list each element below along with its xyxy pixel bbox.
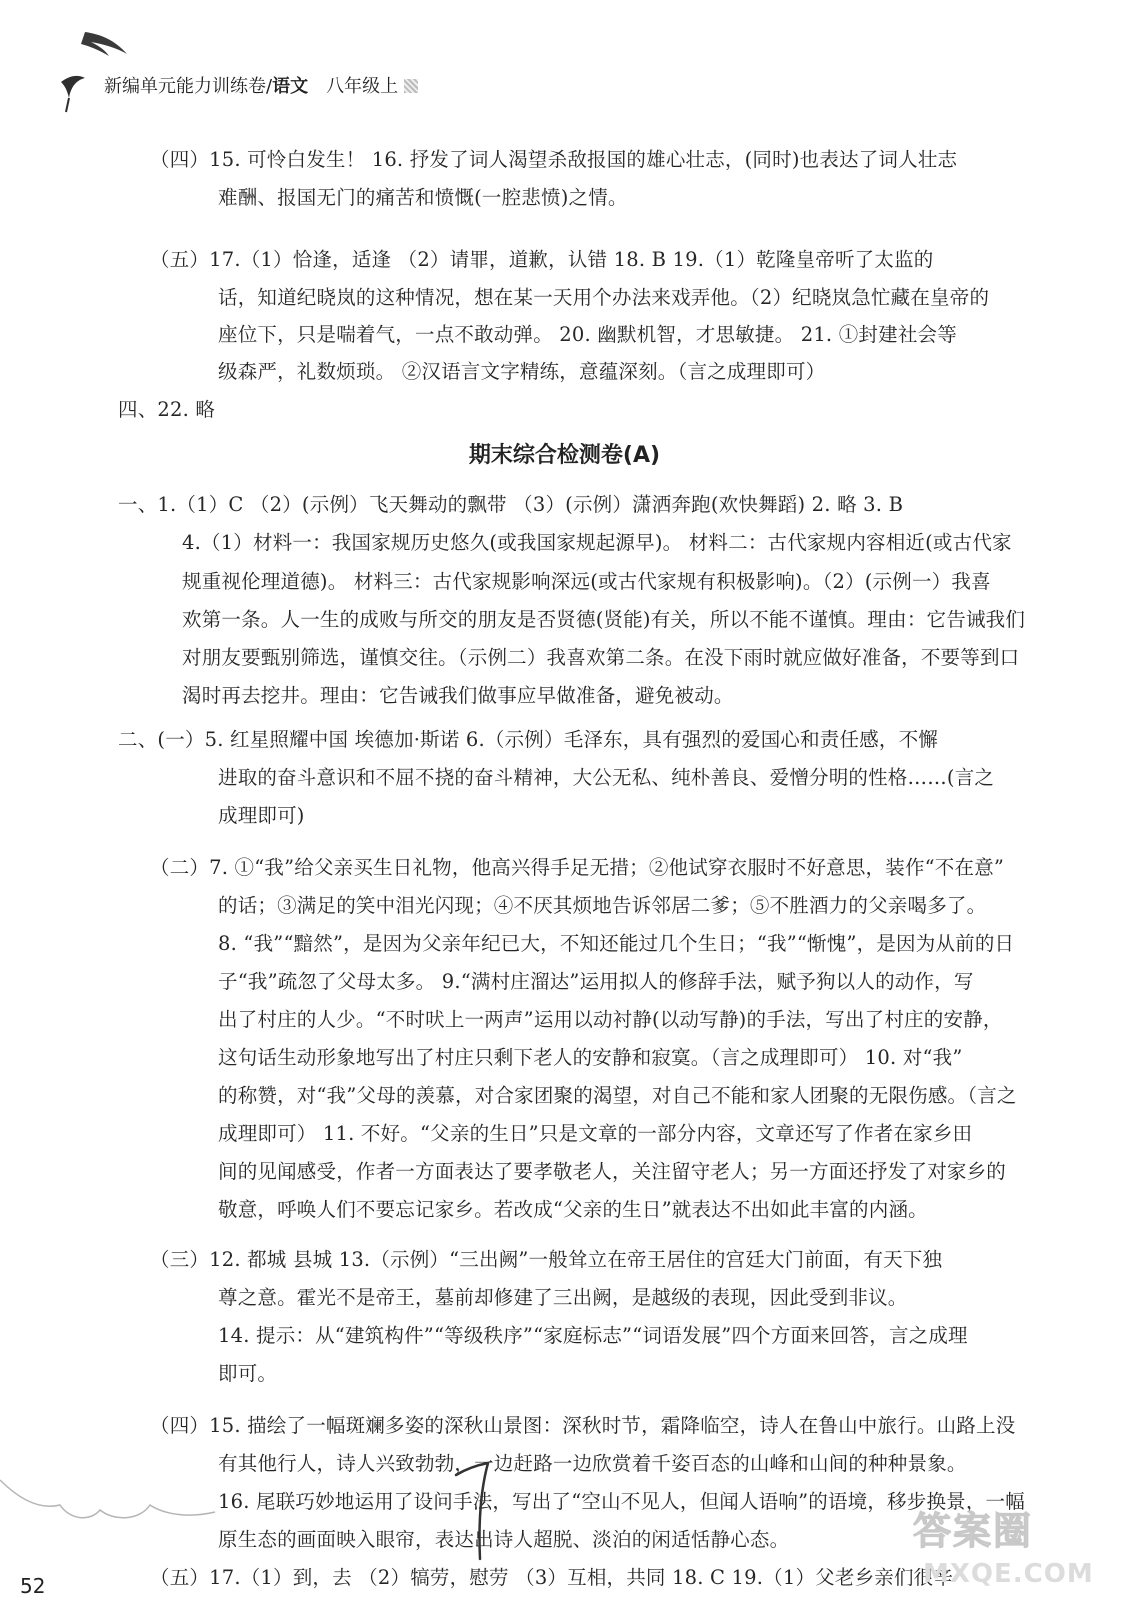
answer-line: 间的见闻感受，作者一方面表达了要孝敬老人，关注留守老人；另一方面还抒发了对家乡的 (218, 1160, 1007, 1183)
answer-line: 级森严，礼数烦琐。 ②汉语言文字精练，意蕴深刻。（言之成理即可） (218, 360, 826, 383)
svg-text:答案圈: 答案圈 (913, 1509, 1034, 1553)
answer-line: 成理即可) (218, 804, 305, 827)
answer-line: 即可。 (218, 1362, 278, 1385)
answer-line: 尊之意。霍光不是帝王，墓前却修建了三出阙，是越级的表现，因此受到非议。 (218, 1286, 908, 1309)
header-subject: 语文 (272, 76, 309, 97)
header-series: 新编单元能力训练卷/ (104, 76, 273, 97)
watermark-logo-icon (905, 1500, 1115, 1595)
answer-line: 二、(一）5. 红星照耀中国 埃德加·斯诺 6.（示例）毛泽东，具有强烈的爱国心和责任感，不懈 (118, 728, 939, 751)
answer-line: 的称赞，对“我”父母的羡慕，对合家团聚的渴望，对自己不能和家人团聚的无限伤感。（言之 (218, 1084, 1017, 1107)
header-mark-icon (404, 79, 418, 93)
answer-line: 有其他行人，诗人兴致勃勃，一边赶路一边欣赏着千姿百态的山峰和山间的种种景象。 (218, 1452, 967, 1475)
answer-line: 16. 尾联巧妙地运用了设问手法，写出了“空山不见人，但闻人语响”的语境，移步换景，一幅 (218, 1490, 1025, 1513)
answer-line: 敬意，呼唤人们不要忘记家乡。若改成“父亲的生日”就表达不出如此丰富的内涵。 (218, 1198, 928, 1221)
answer-line: 对朋友要甄别筛选，谨慎交往。（示例二）我喜欢第二条。在没下雨时就应做好准备，不要等到口 (182, 646, 1020, 669)
answer-line: 这句话生动形象地写出了村庄只剩下老人的安静和寂寞。（言之成理即可） 10. 对“我” (218, 1046, 963, 1069)
answer-line: 规重视伦理道德)。 材料三：古代家规影响深远(或古代家规有积极影响)。（2）(示例一）我喜 (182, 570, 991, 593)
book-header (104, 72, 418, 98)
answer-line: 话，知道纪晓岚的这种情况，想在某一天用个办法来戏弄他。（2）纪晓岚急忙藏在皇帝的 (218, 286, 990, 309)
answer-line: 14. 提示：从“建筑构件”“等级秩序”“家庭标志”“词语发展”四个方面来回答，言之成理 (218, 1324, 968, 1347)
answer-line: 难酬、报国无门的痛苦和愤慨(一腔悲愤)之情。 (218, 186, 628, 209)
answer-line: 座位下，只是喘着气，一点不敢动弹。 20. 幽默机智，才思敏捷。 21. ①封建社会等 (218, 323, 957, 346)
answer-line: （五）17.（1）恰逢，适逢 （2）请罪，道歉，认错 18. B 19.（1）乾隆皇帝听了太监的 (150, 248, 934, 271)
answer-line: （五）17.（1）到，去 （2）犒劳，慰劳 （3）互相，共同 18. C 19.（1）父老乡亲们很辛 (150, 1566, 954, 1589)
answer-line: 的话；③满足的笑中泪光闪现；④不厌其烦地告诉邻居二爹；⑤不胜酒力的父亲喝多了。 (218, 894, 987, 917)
answer-line: 8. “我”“黯然”，是因为父亲年纪已大，不知还能过几个生日；“我”“惭愧”，是因为从前的日 (218, 932, 1015, 955)
answer-line: 成理即可） 11. 不好。“父亲的生日”只是文章的一部分内容，文章还写了作者在家乡田 (218, 1122, 973, 1145)
answer-line: 子“我”疏忽了父母太多。 9.“满村庄溜达”运用拟人的修辞手法，赋予狗以人的动作，写 (218, 970, 974, 993)
bird-logo-icon (55, 20, 145, 115)
section-title: 期末综合检测卷(A) (468, 443, 661, 468)
answer-line: （二）7. ①“我”给父亲买生日礼物，他高兴得手足无措；②他试穿衣服时不好意思，装作“不在意” (150, 856, 1005, 879)
answer-line: 渴时再去挖井。理由：它告诫我们做事应早做准备，避免被动。 (182, 684, 734, 707)
answer-line: 一、1.（1）C （2）(示例）飞天舞动的飘带 （3）(示例）潇洒奔跑(欢快舞蹈) 2. 略 3. B (118, 493, 904, 516)
answer-line: （四）15. 可怜白发生！ 16. 抒发了词人渴望杀敌报国的雄心壮志，(同时)也表达了词人壮志 (150, 148, 958, 171)
answer-line: 4.（1）材料一：我国家规历史悠久(或我国家规起源早)。 材料二：古代家规内容相近(或古代家 (182, 531, 1012, 554)
svg-text:MXQE.COM: MXQE.COM (923, 1559, 1094, 1589)
page-number: 52 (20, 1574, 46, 1598)
answer-line: 进取的奋斗意识和不屈不挠的奋斗精神，大公无私、纯朴善良、爱憎分明的性格……(言之 (218, 766, 995, 789)
answer-line: （三）12. 都城 县城 13.（示例）“三出阙”一般耸立在帝王居住的宫廷大门前面，有天下独 (150, 1248, 943, 1271)
header-grade: 八年级上 (326, 76, 399, 97)
handwritten-mark-icon (448, 1455, 498, 1565)
answer-line: 出了村庄的人少。“不时吠上一两声”运用以动衬静(以动写静)的手法，写出了村庄的安静， (218, 1008, 1003, 1031)
answer-line: 原生态的画面映入眼帘，表达出诗人超脱、淡泊的闲适恬静心态。 (218, 1528, 790, 1551)
answer-line: （四）15. 描绘了一幅斑斓多姿的深秋山景图：深秋时节，霜降临空，诗人在鲁山中旅行。山路上没 (150, 1414, 1016, 1437)
answer-line: 欢第一条。人一生的成败与所交的朋友是否贤德(贤能)有关，所以不能不谨慎。理由：它告诫我们 (182, 608, 1026, 631)
answer-line: 四、22. 略 (118, 398, 216, 421)
